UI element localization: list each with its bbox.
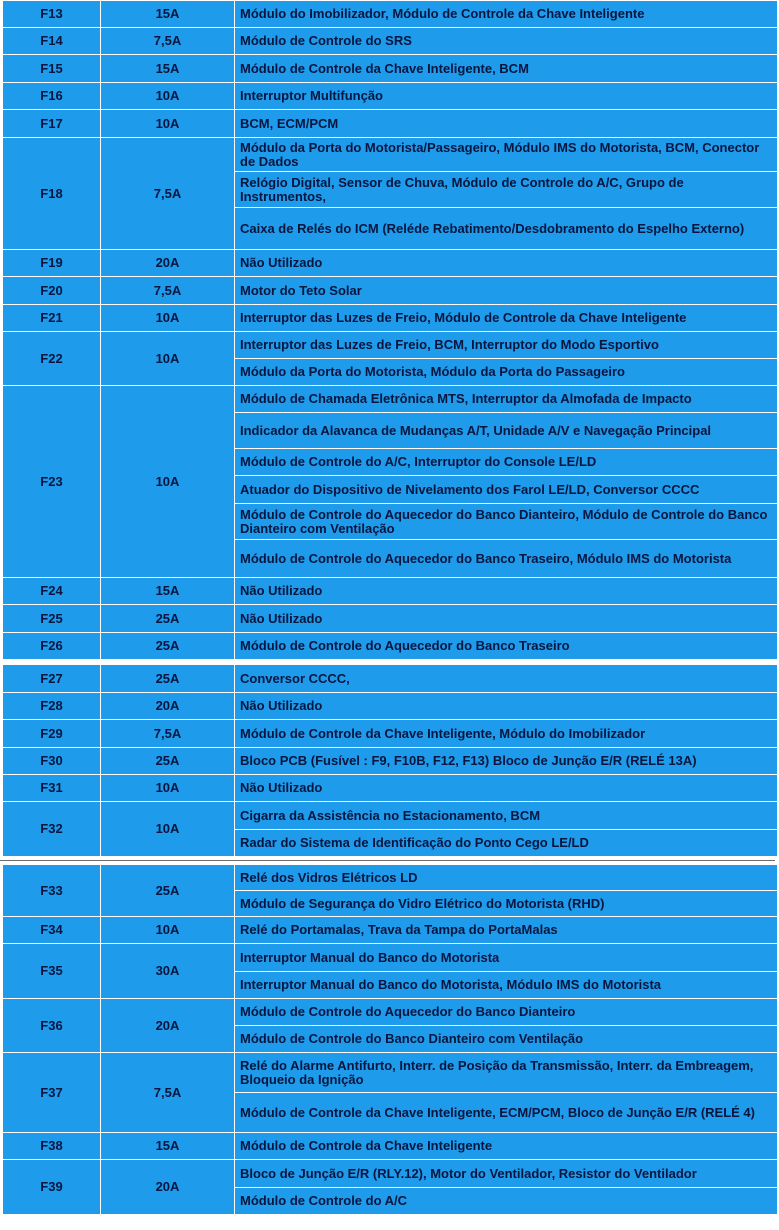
fuse-code: F22 (3, 332, 101, 386)
fuse-amperage: 10A (101, 83, 235, 110)
fuse-amperage: 25A (101, 665, 235, 693)
fuse-code: F34 (3, 917, 101, 944)
fuse-code: F30 (3, 748, 101, 775)
fuse-amperage: 7,5A (101, 720, 235, 748)
fuse-description: Relé do Portamalas, Trava da Tampa do PortaMalas (235, 917, 778, 944)
fuse-code: F27 (3, 665, 101, 693)
fuse-amperage: 20A (101, 999, 235, 1053)
fuse-code: F32 (3, 802, 101, 857)
fuse-row (3, 28, 778, 55)
fuse-description: Módulo do Imobilizador, Módulo de Controle da Chave Inteligente (235, 1, 778, 28)
fuse-code: F17 (3, 110, 101, 138)
section-divider-line (0, 860, 775, 861)
fuse-description: Caixa de Relés do ICM (Reléde Rebatimento/Desdobramento do Espelho Externo) (235, 208, 778, 250)
fuse-row (3, 865, 778, 891)
fuse-amperage: 15A (101, 55, 235, 83)
fuse-description: Módulo de Controle do A/C, Interruptor do Console LE/LD (235, 449, 778, 476)
fuse-row (3, 1, 778, 28)
fuse-code: F39 (3, 1160, 101, 1215)
fuse-amperage: 10A (101, 386, 235, 578)
fuse-description: BCM, ECM/PCM (235, 110, 778, 138)
fuse-code: F25 (3, 605, 101, 633)
fuse-description: Relé dos Vidros Elétricos LD (235, 865, 778, 891)
fuse-description: Bloco de Junção E/R (RLY.12), Motor do Ventilador, Resistor do Ventilador (235, 1160, 778, 1188)
fuse-description: Interruptor das Luzes de Freio, Módulo de Controle da Chave Inteligente (235, 305, 778, 332)
fuse-row (3, 944, 778, 972)
fuse-amperage: 10A (101, 332, 235, 386)
fuse-description: Interruptor Manual do Banco do Motorista (235, 944, 778, 972)
fuse-amperage: 7,5A (101, 138, 235, 250)
fuse-description: Módulo de Segurança do Vidro Elétrico do Motorista (RHD) (235, 891, 778, 917)
fuse-amperage: 30A (101, 944, 235, 999)
fuse-description: Radar do Sistema de Identificação do Ponto Cego LE/LD (235, 830, 778, 857)
fuse-code: F26 (3, 633, 101, 660)
fuse-amperage: 15A (101, 578, 235, 605)
fuse-description: Motor do Teto Solar (235, 277, 778, 305)
fuse-amperage: 10A (101, 305, 235, 332)
fuse-row (3, 250, 778, 277)
fuse-row (3, 605, 778, 633)
fuse-code: F16 (3, 83, 101, 110)
fuse-row (3, 332, 778, 359)
fuse-description: Módulo de Chamada Eletrônica MTS, Interruptor da Almofada de Impacto (235, 386, 778, 413)
fuse-row (3, 578, 778, 605)
fuse-row (3, 305, 778, 332)
fuse-row (3, 720, 778, 748)
fuse-code: F15 (3, 55, 101, 83)
fuse-description: Módulo de Controle do A/C (235, 1188, 778, 1215)
fuse-description: Módulo de Controle do Aquecedor do Banco Traseiro (235, 633, 778, 660)
fuse-row (3, 665, 778, 693)
fuse-description: Módulo de Controle do Aquecedor do Banco Traseiro, Módulo IMS do Motorista (235, 540, 778, 578)
fuse-amperage: 20A (101, 693, 235, 720)
fuse-table-section-1 (2, 0, 778, 660)
fuse-amperage: 25A (101, 748, 235, 775)
fuse-row (3, 83, 778, 110)
fuse-description: Bloco PCB (Fusível : F9, F10B, F12, F13) Bloco de Junção E/R (RELÉ 13A) (235, 748, 778, 775)
fuse-amperage: 20A (101, 1160, 235, 1215)
fuse-description: Interruptor Manual do Banco do Motorista, Módulo IMS do Motorista (235, 972, 778, 999)
fuse-amperage: 10A (101, 775, 235, 802)
fuse-description: Módulo de Controle da Chave Inteligente, BCM (235, 55, 778, 83)
fuse-row (3, 748, 778, 775)
fuse-description: Não Utilizado (235, 693, 778, 720)
fuse-code: F31 (3, 775, 101, 802)
fuse-description: Não Utilizado (235, 250, 778, 277)
fuse-row (3, 802, 778, 830)
fuse-description: Cigarra da Assistência no Estacionamento, BCM (235, 802, 778, 830)
fuse-description: Relógio Digital, Sensor de Chuva, Módulo de Controle do A/C, Grupo de Instrumentos, (235, 172, 778, 208)
fuse-amperage: 7,5A (101, 28, 235, 55)
fuse-row (3, 277, 778, 305)
fuse-description: Não Utilizado (235, 578, 778, 605)
fuse-code: F18 (3, 138, 101, 250)
fuse-code: F13 (3, 1, 101, 28)
fuse-code: F33 (3, 865, 101, 917)
fuse-description: Não Utilizado (235, 605, 778, 633)
fuse-code: F35 (3, 944, 101, 999)
fuse-amperage: 25A (101, 633, 235, 660)
fuse-code: F20 (3, 277, 101, 305)
fuse-amperage: 25A (101, 865, 235, 917)
fuse-description: Atuador do Dispositivo de Nivelamento dos Farol LE/LD, Conversor CCCC (235, 476, 778, 504)
fuse-description: Módulo da Porta do Motorista, Módulo da Porta do Passageiro (235, 359, 778, 386)
fuse-row (3, 110, 778, 138)
fuse-code: F29 (3, 720, 101, 748)
fuse-row (3, 1133, 778, 1160)
fuse-amperage: 7,5A (101, 277, 235, 305)
fuse-amperage: 25A (101, 605, 235, 633)
fuse-description: Não Utilizado (235, 775, 778, 802)
fuse-row (3, 999, 778, 1026)
fuse-row (3, 1160, 778, 1188)
fuse-description: Módulo de Controle da Chave Inteligente, ECM/PCM, Bloco de Junção E/R (RELÉ 4) (235, 1093, 778, 1133)
fuse-code: F23 (3, 386, 101, 578)
fuse-amperage: 10A (101, 110, 235, 138)
fuse-row (3, 138, 778, 172)
fuse-description: Interruptor Multifunção (235, 83, 778, 110)
fuse-description: Conversor CCCC, (235, 665, 778, 693)
fuse-description: Relé do Alarme Antifurto, Interr. de Posição da Transmissão, Interr. da Embreagem, Bloqueio da Ignição (235, 1053, 778, 1093)
fuse-amperage: 15A (101, 1, 235, 28)
fuse-amperage: 20A (101, 250, 235, 277)
fuse-row (3, 917, 778, 944)
fuse-row (3, 386, 778, 413)
fuse-amperage: 7,5A (101, 1053, 235, 1133)
fuse-description: Módulo de Controle do SRS (235, 28, 778, 55)
fuse-amperage: 10A (101, 917, 235, 944)
fuse-amperage: 10A (101, 802, 235, 857)
fuse-code: F21 (3, 305, 101, 332)
fuse-row (3, 693, 778, 720)
fuse-description: Indicador da Alavanca de Mudanças A/T, Unidade A/V e Navegação Principal (235, 413, 778, 449)
fuse-code: F37 (3, 1053, 101, 1133)
fuse-description: Módulo de Controle do Banco Dianteiro com Ventilação (235, 1026, 778, 1053)
fuse-code: F14 (3, 28, 101, 55)
fuse-code: F38 (3, 1133, 101, 1160)
fuse-table-section-3 (2, 864, 778, 1215)
fuse-description: Módulo de Controle da Chave Inteligente (235, 1133, 778, 1160)
fuse-description: Interruptor das Luzes de Freio, BCM, Interruptor do Modo Esportivo (235, 332, 778, 359)
fuse-description: Módulo de Controle do Aquecedor do Banco Dianteiro, Módulo de Controle do Banco Dianteiro com Ventilação (235, 504, 778, 540)
fuse-row (3, 633, 778, 660)
fuse-code: F28 (3, 693, 101, 720)
fuse-description: Módulo da Porta do Motorista/Passageiro, Módulo IMS do Motorista, BCM, Conector de Dados (235, 138, 778, 172)
fuse-code: F24 (3, 578, 101, 605)
fuse-description: Módulo de Controle da Chave Inteligente, Módulo do Imobilizador (235, 720, 778, 748)
fuse-row (3, 55, 778, 83)
fuse-row (3, 775, 778, 802)
fuse-row (3, 1053, 778, 1093)
fuse-code: F19 (3, 250, 101, 277)
fuse-code: F36 (3, 999, 101, 1053)
fuse-table-section-2 (2, 664, 778, 857)
fuse-description: Módulo de Controle do Aquecedor do Banco Dianteiro (235, 999, 778, 1026)
fuse-amperage: 15A (101, 1133, 235, 1160)
